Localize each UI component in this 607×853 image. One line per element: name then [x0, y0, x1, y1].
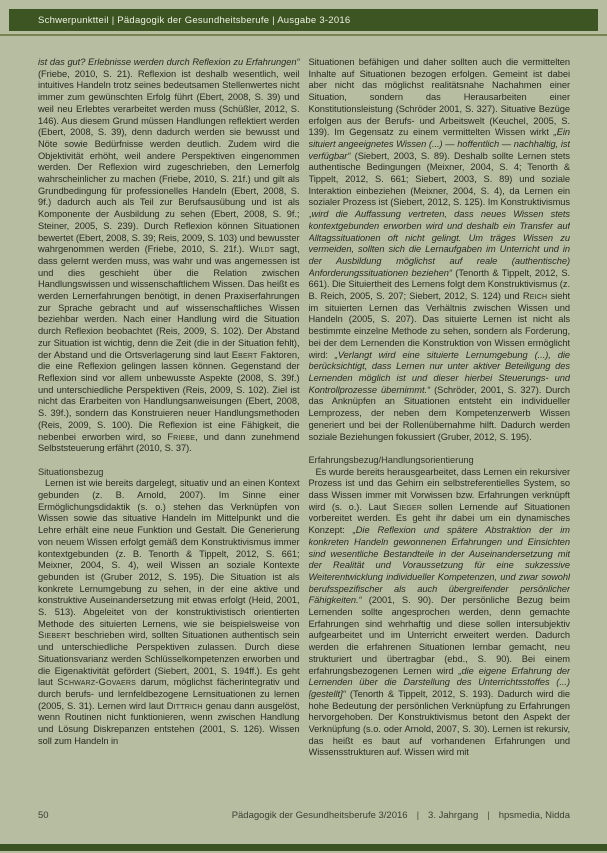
text-run: (Tenorth & Tippelt, 2012, S. 661). Die Situiertheit des Lernens folgt dem Konstruktivismus (z. B. Reich, 2005, S. 207; Siebert, 2012, S. 124) und: [308, 267, 570, 302]
text-run: genau dann ausgelöst, wenn Routinen nicht funktionieren, wenn zwischen Handlung und Lösung Diskrepanzen entstehen (2001, S. 126). Wissen soll zum Handeln in: [38, 700, 300, 746]
quote-run: „Verlangt wird eine situierte Lernumgebung (...), die berücksichtigt, dass Lernen nur unter aktiver Beteiligung des Lernenden möglich ist und dieser hierbei Steuerungs- und Kontrollprozesse übernimmt.“: [308, 349, 570, 395]
quote-run: „Ein situiert angeeignetes Wissen (...) — hoffentlich — nachhaltig, ist verfügbar“: [308, 127, 570, 161]
text-run: Situationen befähigen und daher sollten auch die vermittelten Inhalte auf Situationen bezogen erfolgen. Gemeint ist dabei aber nicht das möglichst realitätsnahe Nachahmen einer Situation, sondern das Herausarbeiten einer Konstitutionsleistung (Schröder 2001, S. 327). Situative Bezüge erfolgen aus der Berufs- und Arbeitswelt (Keuchel, 2005, S. 139). Im Gegensatz zu einem vermittelten Wissen wirkt: [308, 57, 570, 138]
text-column-left: [38, 57, 300, 799]
page-footer: [38, 810, 570, 821]
author-name: Siebert: [38, 630, 71, 641]
text-run: sagt, dass gelernt werden muss, was wahr und was angemessen ist und dies geschieht über die Relation zwischen Handlungswissen und wissenschaftlichem Wissen. Das heißt es werden Lernerfahrungen benötigt, in denen Praxiserfahrungen zur Sprache gebracht und auf wissenschaftliches Wissen beziehbar werden. Nach einer Handlung wird die Situation durch Reflexion beobachtet (Reis, 2009, S. 102). Der Abstand zur Situation ist wichtig, denn die Zeit (die in der Situation fehlt), der Abstand und die Ortsverlagerung sind laut: [38, 244, 300, 360]
text-run: beschrieben wird, sollten Situationen authentisch sein und unterschiedliche Perspektiven zulassen. Durch diese Situationsvarianz werden Schlüsselkompetenzen erworben und die Eigenaktivität gefördert (Siebert, 2001, S. 194ff.). Es geht laut: [38, 630, 300, 688]
footer-separator: |: [487, 810, 490, 821]
footer-journal-line: [232, 810, 570, 821]
text-run: (2001, S. 90). Der persönliche Bezug beim Lernenden sollte angesprochen werden, denn gemachte Erfahrungen sind wehrhaftig und diese sollen intersubjektiv aufgearbeitet und im Unterricht erweitert werden. Dadurch werden die erfahrenen Situationen lernbar gemacht, neu strukturiert und übertragbar (ebd., S. 90). Bei einem erfahrungsbezogenen Lernen wird: [308, 595, 570, 676]
author-name: Wildt: [249, 244, 275, 255]
quote-run: „Die Reflexion und spätere Abstraktion der im konkreten Handeln gewonnenen Erfahrungen und Einsichten sind wesentliche Bestandteile in der Auseinandersetzung mit der Realität und Voraussetzung für eine sukzessive Weiterentwicklung individueller Kompetenzen, und zwar sowohl berufsspezifischer als auch übergreifender persönlicher Fähigkeiten.“: [308, 525, 570, 606]
author-name: Dittrich: [166, 700, 203, 711]
text-run: (Tenorth & Tippelt, 2012, S. 193). Dadurch wird die hohe Bedeutung der persönlichen Verknüpfung zu Erfahrungen hervorgehoben. Der Konstruktivismus betont den Aspekt der Verknüpfung (s.o. oder Arnold, 2007, S. 30). Lernen ist rekursiv, das heißt es baut auf vorhandenen Erfahrungen und Wissensstrukturen auf. Wissen wird mit: [308, 688, 570, 758]
text-run: Faktoren, die eine Reflexion gelingen lassen können. Gegenstand der Reflexion sind vor allem unbewusste Aspekte (2008, S. 39f.) und unterschiedliche Perspektiven (Reis, 2009, S. 102). Ziel ist nicht das Erarbeiten von Handlungsanweisungen (Ebert, 2008, S. 39f.), sondern das Konstruieren neuer Handlungsmethoden (Reis, 2009, S. 100). Die Reflexion ist eine Fähigkeit, die nebenbei erworben wird, so: [38, 349, 300, 442]
header-rule: [0, 34, 607, 36]
footer-volume: 3. Jahrgang: [428, 810, 479, 821]
text-run: Situationsbezug: [38, 466, 104, 477]
text-run: (Siebert, 2003, S. 89). Deshalb sollte Lernen stets authentische Bedingungen (Meixner, 2004, S. 4; Tenorth & Tippelt, 2012, S. 661; Siebert, 2003, S. 89) und soziale Interaktion einbeziehen (Meixner, 2004, S. 4), da Lernen ein sozialer Prozess ist (Siebert, 2012, S. 125). Im Konstruktivismus: [308, 150, 570, 208]
author-name: Ebert: [231, 349, 258, 360]
footer-separator: |: [416, 810, 420, 821]
quote-run: „die eigene Erfahrung der Lernenden über die Darstellung des Unterrichtsstoffes (...) [gestellt]“: [308, 665, 570, 699]
author-name: Sieger: [392, 501, 423, 512]
text-run: Erfahrungsbezug/Handlungsorientierung: [308, 454, 474, 465]
page-number: 50: [38, 810, 49, 821]
text-run: sollen Lernende auf Situationen vorbereitet werden. Es geht ihr dabei um ein dynamisches Konzept:: [308, 501, 570, 536]
text-run: , und dann zunehmend Selbststeuerung erfährt (2010, S. 37).: [38, 431, 300, 454]
section-heading: [309, 455, 571, 467]
paragraph: [309, 467, 571, 760]
paragraph: [38, 57, 300, 455]
footer-journal: Pädagogik der Gesundheitsberufe 3/2016: [231, 810, 408, 821]
paragraph: [309, 57, 571, 443]
text-run: (Schröder, 2001, S. 327). Durch das Anknüpfen an Situationen entsteht ein individueller Lernprozess, der neben dem Kompetenzerwerb Wissen generiert und bei der Rollenübernahme hilft. Dadurch werden soziale Beziehungen fokussiert (Gruber, 2012, S. 195).: [308, 384, 570, 442]
text-column-right: [309, 57, 571, 799]
quote-run: ist das gut? Erlebnisse werden durch Reflexion zu Erfahrungen“: [38, 57, 300, 67]
text-run: darum, möglichst fächerintegrativ und durch berufs- und lernfeldbezogene Lernsituationen zu lernen (2005, S. 31). Lernen wird laut: [38, 677, 300, 711]
author-name: Schwarz-Govaers: [57, 677, 136, 688]
text-run: Lernen ist wie bereits dargelegt, situativ und an einen Kontext gebunden (z. B. Arnold, 2007). Im Sinne einer Ermöglichungsdidaktik (s. o.) stehen das Verknüpfen von Wissen sowie das situative Handeln im Mittelpunkt und die Lehre erhält eine neue Funktion und Gestalt. Die Generierung von neuem Wissen erfolgt gemäß dem Konstruktivismus immer kontextgebunden (z. B. Tenorth & Tippelt, 2012, S. 661; Meixner, 2004, S. 4), weil Wissen an soziale Kontexte gebunden ist (Gruber 2012, S. 195). Die Situation ist als konkrete Lernumgebung zu sehen, in der eine aktive und konstruktive Auseinandersetzung mit etwas erfolgt (Heid, 2001, S. 513). Abgeleitet von der konstruktivistisch orientierten Methode des situierten Lernens, wie sie beispielsweise von: [38, 478, 300, 629]
footer-publisher: hpsmedia, Nidda: [498, 810, 570, 821]
quote-run: „wird die Auffassung vertreten, dass neues Wissen stets kontextgebunden erworben wird und deshalb ein Transfer auf Alltagssituationen oft nicht gelingt. Um träges Wissen zu vermeiden, sollten sich die Lernaufgaben im Unterricht und in der Ausbildung möglichst auf reale (authentische) Anforderungssituationen beziehen“: [308, 209, 570, 278]
article-body: [38, 57, 570, 799]
section-heading: [38, 467, 300, 479]
header-title: Schwerpunktteil | Pädagogik der Gesundheitsberufe | Ausgabe 3-2016: [38, 14, 351, 26]
author-name: Reich: [522, 291, 548, 302]
text-run: sieht im situierten Lernen das Verhältnis zwischen Wissen und Handeln (2005, S. 207). Das situierte Lernen ist nicht als bestimmte einzelne Methode zu sehen, sondern als Forderung, bei der dem Lernenden die Konstruktion von Wissen ermöglicht wird:: [308, 291, 570, 360]
author-name: Friebe: [167, 431, 196, 442]
paragraph: [38, 478, 300, 747]
header-bar: [9, 9, 598, 31]
bottom-bar: [0, 844, 607, 851]
text-run: Es wurde bereits herausgearbeitet, dass Lernen ein rekursiver Prozess ist und das Gehirn ein selbstreferentielles System, so dass Wissen immer mit Vorwissen bzw. Erfahrungen verknüpft wird (s. o.). Laut: [308, 466, 570, 512]
text-run: (Friebe, 2010, S. 21). Reflexion ist deshalb wesentlich, weil intuitives Handeln trotz seines bedeutsamen Stellenwertes nicht immer zum gewünschten Erfolg führt (Ebert, 2008, S. 39) und weil neu Erlebtes verarbeitet werden muss (Schüßler, 2012, S. 146). Aus diesem Grund müssen Handlungen reflektiert werden (Ebert, 2008, S. 39), denn dadurch werden sie bewusst und Nöte sowie Bedürfnisse werden deutlich. Zudem wird die Objektivität erhöht, weil andere Perspektiven eingenommen werden. Der Reflexion wird zugeschrieben, den Lernerfolg wahrscheinlicher zu machen (Friebe, 2010, S. 21f.) und gilt als Grundbedingung für professionelles Handeln (Ebert, 2008, S. 9f.) dadurch auch als Teil zur Berufsausübung und ist als Komponente der Ausbildung zu sehen (Ebert, 2008, S. 9f.; Steiner, 2005, S. 239). Durch Reflexion können Situationen bewertet (Ebert, 2008, S. 39; Reis, 2009, S. 103) und bewusster wahrgenommen werden (Friebe, 2010, S. 21f.).: [38, 68, 300, 255]
